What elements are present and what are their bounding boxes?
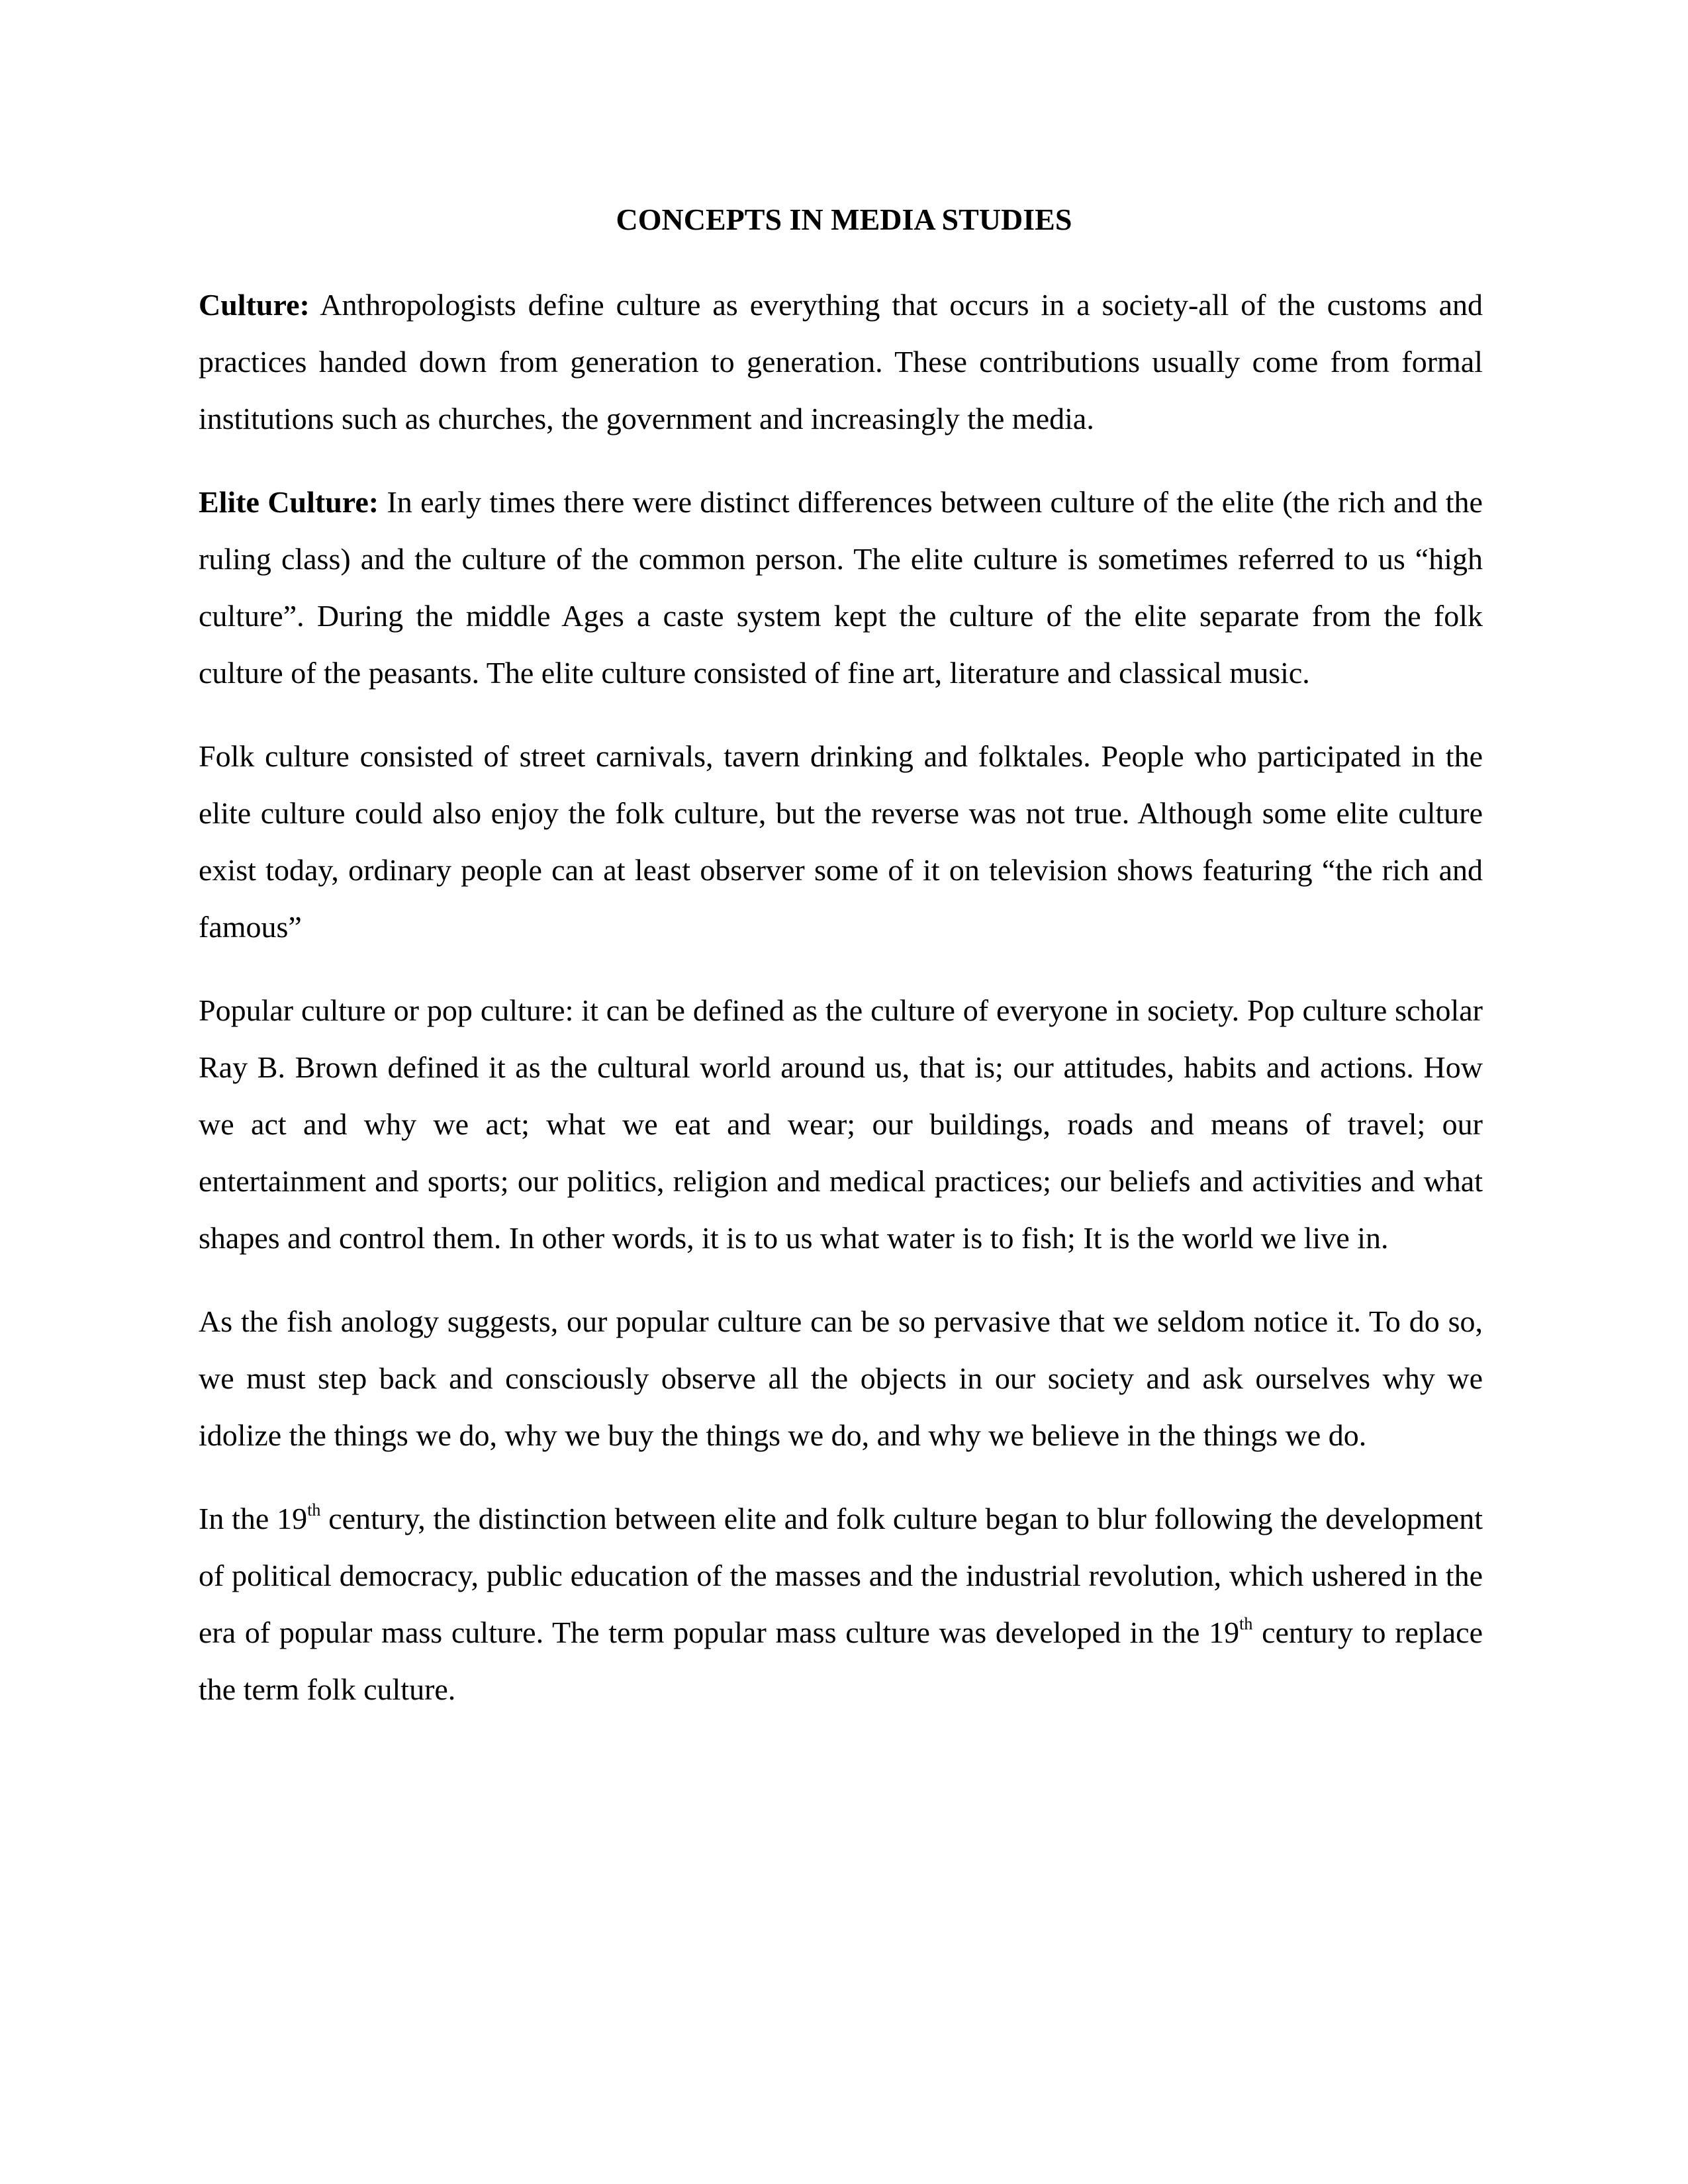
paragraph-elite-culture-text: In early times there were distinct differences between culture of the elite (the rich and the ruling class) and the culture of the common person. The elite culture is sometimes referred to us “high culture”. During the middle Ages a caste system kept the culture of the elite separate from the folk culture of the peasants. The elite culture consisted of fine art, literature and classical music. (199, 485, 1483, 690)
paragraph-popular-culture: Popular culture or pop culture: it can be defined as the culture of everyone in society. Pop culture scholar Ray B. Brown defined it as the cultural world around us, that is; our attitudes, habits and actions. How we act and why we act; what we eat and wear; our buildings, roads and means of travel; our entertainment and sports; our politics, religion and medical practices; our beliefs and activities and what shapes and control them. In other words, it is to us what water is to fish; It is the world we live in. (199, 993, 1483, 1255)
term-elite-culture: Elite Culture: (199, 485, 379, 519)
superscript-th: th (307, 1500, 321, 1520)
superscript-th: th (1239, 1614, 1253, 1633)
paragraph-19th-century-part-3: century to replace the term folk culture. (199, 1615, 1483, 1706)
paragraph-19th-century-part-2: century, the distinction between elite and folk culture began to blur following the development of political democracy, public education of the masses and the industrial revolution, which ushered in the era of popular mass culture. The term popular mass culture was developed in the 19 (199, 1502, 1483, 1649)
paragraph-elite-culture (199, 474, 1483, 702)
term-culture: Culture: (199, 288, 310, 322)
paragraph-folk-culture: Folk culture consisted of street carnivals, tavern drinking and folktales. People who participated in the elite culture could also enjoy the folk culture, but the reverse was not true. Although some elite culture exist today, ordinary people can at least observer some of it on television shows featuring “the rich and famous” (199, 739, 1483, 944)
paragraph-culture (199, 277, 1483, 447)
paragraph-fish-analogy: As the fish anology suggests, our popular culture can be so pervasive that we seldom notice it. To do so, we must step back and consciously observe all the objects in our society and ask ourselves why we idolize the things we do, why we buy the things we do, and why we believe in the things we do. (199, 1304, 1483, 1452)
document-body (199, 277, 1483, 1745)
paragraph-19th-century-part-1: In the 19 (199, 1502, 308, 1535)
paragraph-culture-text: Anthropologists define culture as everything that occurs in a society-all of the customs and practices handed down from generation to generation. These contributions usually come from formal institutions such as churches, the government and increasingly the media. (199, 288, 1483, 435)
paragraph-19th-century (199, 1490, 1483, 1718)
page-title: CONCEPTS IN MEDIA STUDIES (616, 203, 1072, 236)
